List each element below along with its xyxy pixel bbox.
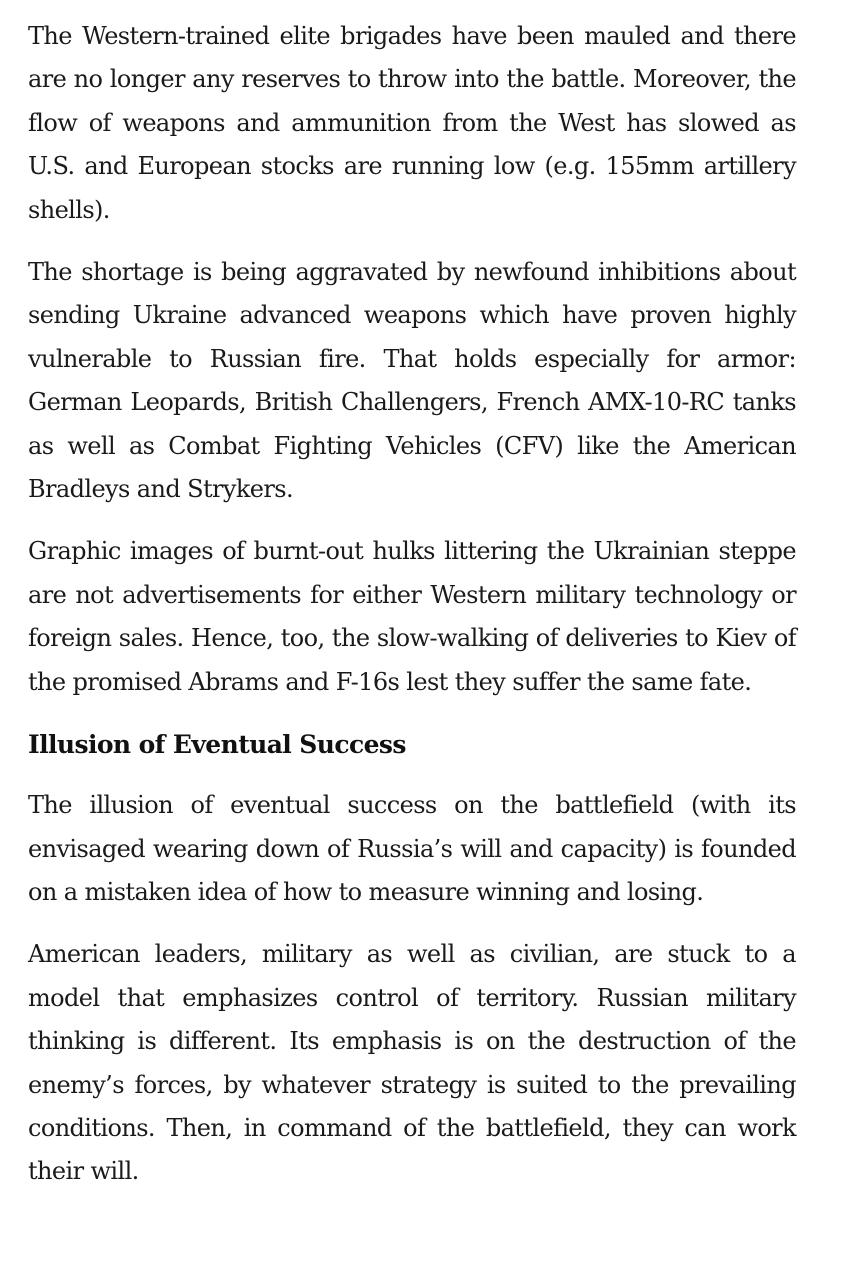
paragraph-illusion-of-success: The illusion of eventual success on the battlefield (with its envisaged wearing down of Russia’s will and capacity) is founded on a mistaken idea of how to measure winning and losing.: [28, 791, 796, 906]
section-heading: Illusion of Eventual Success: [28, 730, 406, 760]
paragraph-american-leaders: American leaders, military as well as civilian, are stuck to a model that emphasizes control of territory. Russian military thinking is different. Its emphasis is on the destruction of the enemy’s forces, by whatever strategy is suited to the prevailing conditions. Then, in command of the battlefield, they can work their will.: [28, 940, 796, 1186]
paragraph-graphic-images: Graphic images of burnt-out hulks littering the Ukrainian steppe are not advertisements for either Western military technology or foreign sales. Hence, too, the slow-walking of deliveries to Kiev of the promised Abrams and F-16s lest they suffer the same fate.: [28, 537, 796, 696]
paragraph-brigades-mauled: The Western-trained elite brigades have been mauled and there are no longer any reserves to throw into the battle. Moreover, the flow of weapons and ammunition from the West has slowed as U.S. and European stocks are running low (e.g. 155mm artillery shells).: [28, 22, 796, 224]
article-body: [28, 15, 796, 1213]
paragraph-weapons-shortage: The shortage is being aggravated by newfound inhibitions about sending Ukraine advanced weapons which have proven highly vulnerable to Russian fire. That holds especially for armor: German Leopards, British Challengers, French AMX-10-RC tanks as well as Combat Fighting Vehicles (CFV) like the American Bradleys and Strykers.: [28, 258, 796, 504]
